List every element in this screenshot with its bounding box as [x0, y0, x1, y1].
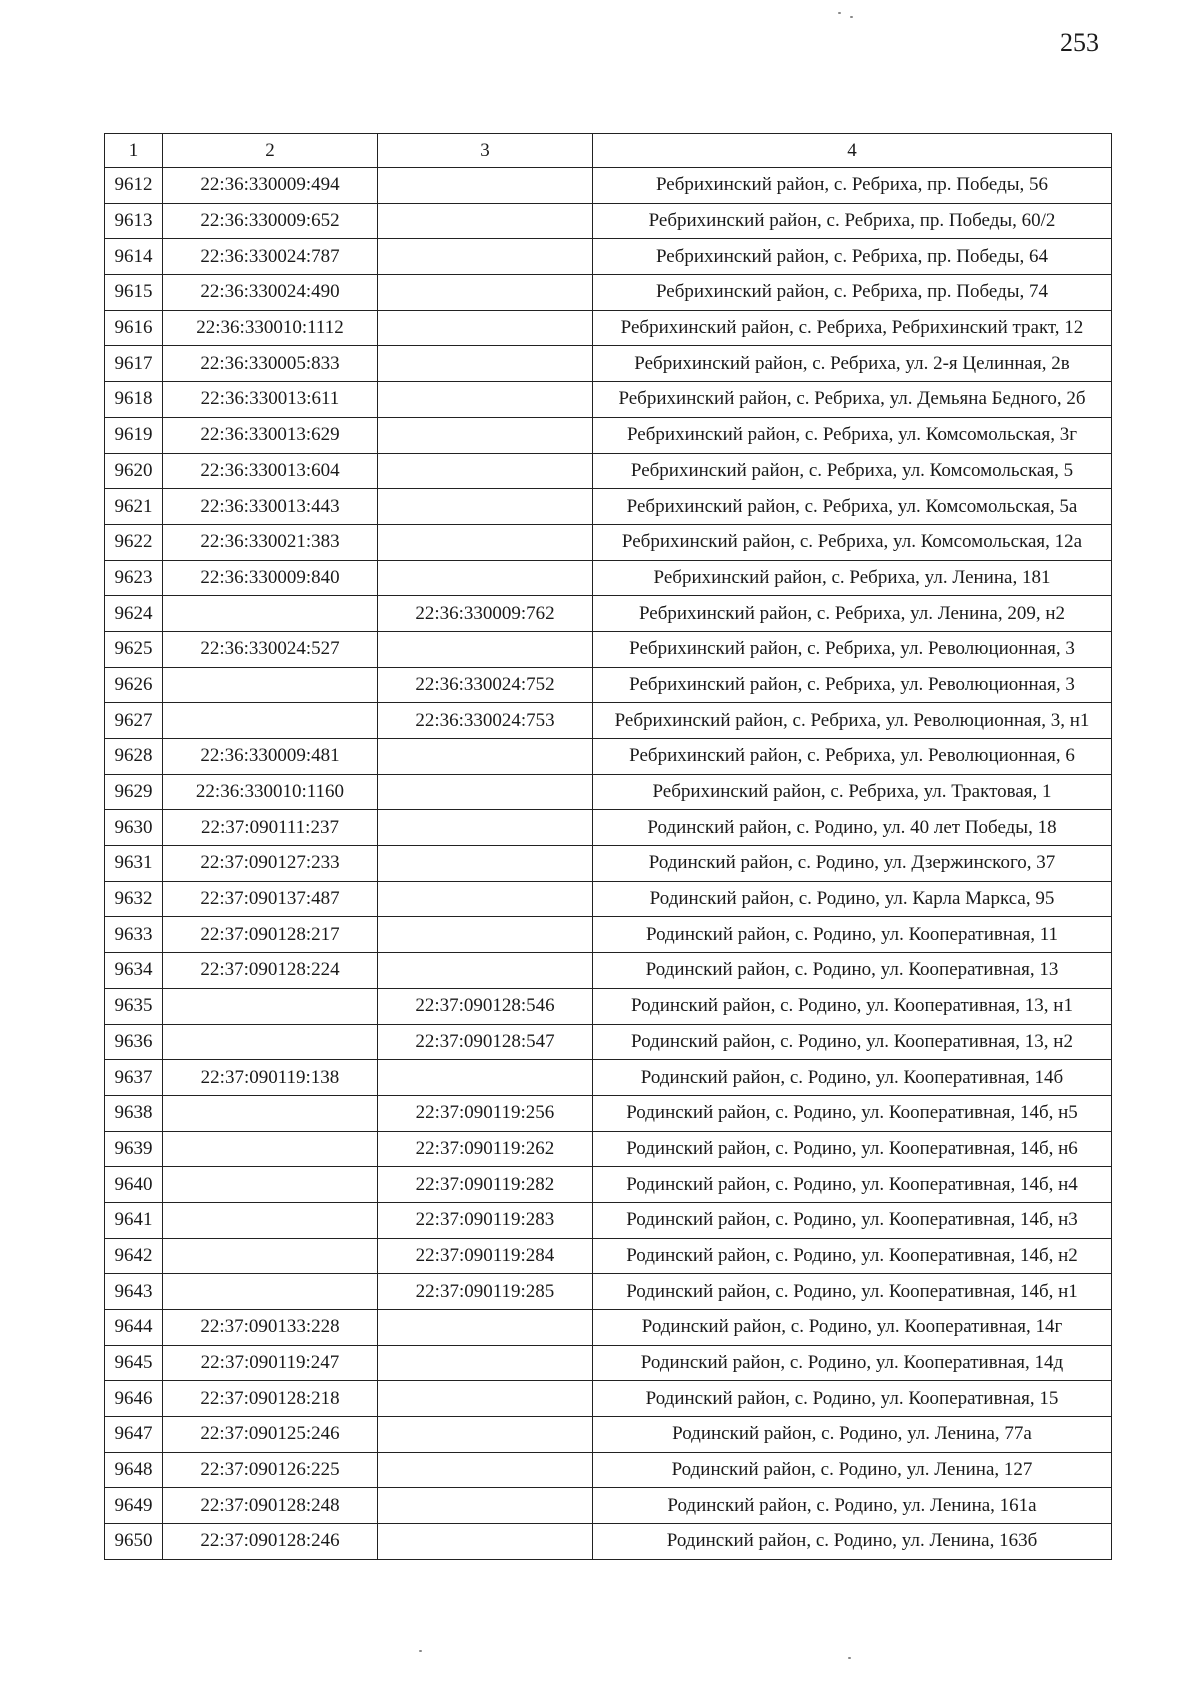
- address-cell: Ребрихинский район, с. Ребриха, ул. Комсомольская, 3г: [593, 417, 1112, 453]
- row-number-cell: 9642: [105, 1238, 163, 1274]
- cadastral-number-cell: [163, 596, 378, 632]
- table-row: [105, 382, 1112, 418]
- premises-cadastral-number-cell: [378, 168, 593, 204]
- row-number-cell: 9633: [105, 917, 163, 953]
- premises-cadastral-number-cell: [378, 739, 593, 775]
- cadastral-number-cell: 22:36:330010:1112: [163, 310, 378, 346]
- table-row: [105, 1488, 1112, 1524]
- table-row: [105, 310, 1112, 346]
- scan-speck: [850, 16, 853, 18]
- row-number-cell: 9639: [105, 1131, 163, 1167]
- column-header-1: 1: [105, 134, 163, 168]
- row-number-cell: 9637: [105, 1060, 163, 1096]
- cadastral-number-cell: 22:37:090128:224: [163, 953, 378, 989]
- address-cell: Ребрихинский район, с. Ребриха, ул. Революционная, 6: [593, 739, 1112, 775]
- cadastral-number-cell: [163, 1274, 378, 1310]
- cadastral-number-cell: [163, 703, 378, 739]
- table-row: [105, 346, 1112, 382]
- cadastral-number-cell: 22:36:330013:611: [163, 382, 378, 418]
- address-cell: Ребрихинский район, с. Ребриха, ул. Ленина, 209, н2: [593, 596, 1112, 632]
- address-cell: Ребрихинский район, с. Ребриха, ул. Революционная, 3: [593, 631, 1112, 667]
- premises-cadastral-number-cell: [378, 310, 593, 346]
- row-number-cell: 9623: [105, 560, 163, 596]
- cadastral-number-cell: 22:36:330010:1160: [163, 774, 378, 810]
- address-cell: Ребрихинский район, с. Ребриха, ул. Демьяна Бедного, 2б: [593, 382, 1112, 418]
- premises-cadastral-number-cell: [378, 382, 593, 418]
- address-cell: Ребрихинский район, с. Ребриха, ул. Комсомольская, 12а: [593, 524, 1112, 560]
- premises-cadastral-number-cell: [378, 524, 593, 560]
- table-row: [105, 453, 1112, 489]
- table-row: [105, 1452, 1112, 1488]
- cadastral-number-cell: 22:36:330013:604: [163, 453, 378, 489]
- table-row: [105, 524, 1112, 560]
- row-number-cell: 9622: [105, 524, 163, 560]
- row-number-cell: 9632: [105, 881, 163, 917]
- table-row: [105, 774, 1112, 810]
- table-row: [105, 810, 1112, 846]
- row-number-cell: 9626: [105, 667, 163, 703]
- row-number-cell: 9620: [105, 453, 163, 489]
- row-number-cell: 9616: [105, 310, 163, 346]
- cadastral-number-cell: 22:37:090119:247: [163, 1345, 378, 1381]
- premises-cadastral-number-cell: 22:37:090119:262: [378, 1131, 593, 1167]
- cadastral-number-cell: 22:36:330013:443: [163, 489, 378, 525]
- cadastral-number-cell: [163, 667, 378, 703]
- row-number-cell: 9621: [105, 489, 163, 525]
- row-number-cell: 9650: [105, 1524, 163, 1560]
- cadastral-number-cell: 22:37:090119:138: [163, 1060, 378, 1096]
- row-number-cell: 9643: [105, 1274, 163, 1310]
- premises-cadastral-number-cell: [378, 1417, 593, 1453]
- premises-cadastral-number-cell: [378, 774, 593, 810]
- table-row: [105, 417, 1112, 453]
- address-cell: Родинский район, с. Родино, ул. Кооперативная, 14б, н6: [593, 1131, 1112, 1167]
- column-header-2: 2: [163, 134, 378, 168]
- table-row: [105, 1238, 1112, 1274]
- address-cell: Ребрихинский район, с. Ребриха, ул. Революционная, 3: [593, 667, 1112, 703]
- table-row: [105, 667, 1112, 703]
- address-cell: Родинский район, с. Родино, ул. Ленина, 127: [593, 1452, 1112, 1488]
- cadastral-number-cell: 22:36:330009:840: [163, 560, 378, 596]
- page-number: 253: [1060, 28, 1099, 57]
- premises-cadastral-number-cell: [378, 1310, 593, 1346]
- premises-cadastral-number-cell: [378, 846, 593, 882]
- cadastral-number-cell: 22:37:090128:218: [163, 1381, 378, 1417]
- address-cell: Родинский район, с. Родино, ул. Кооперативная, 14б, н5: [593, 1095, 1112, 1131]
- premises-cadastral-number-cell: [378, 489, 593, 525]
- row-number-cell: 9619: [105, 417, 163, 453]
- cadastral-number-cell: 22:36:330024:490: [163, 275, 378, 311]
- cadastral-number-cell: 22:36:330024:787: [163, 239, 378, 275]
- row-number-cell: 9627: [105, 703, 163, 739]
- row-number-cell: 9636: [105, 1024, 163, 1060]
- address-cell: Ребрихинский район, с. Ребриха, ул. Комсомольская, 5: [593, 453, 1112, 489]
- table-row: [105, 1381, 1112, 1417]
- address-cell: Родинский район, с. Родино, ул. Ленина, 161а: [593, 1488, 1112, 1524]
- premises-cadastral-number-cell: 22:37:090119:284: [378, 1238, 593, 1274]
- row-number-cell: 9624: [105, 596, 163, 632]
- table-row: [105, 1095, 1112, 1131]
- address-cell: Родинский район, с. Родино, ул. Кооперативная, 14б, н3: [593, 1202, 1112, 1238]
- address-cell: Родинский район, с. Родино, ул. Кооперативная, 15: [593, 1381, 1112, 1417]
- address-cell: Ребрихинский район, с. Ребриха, пр. Победы, 64: [593, 239, 1112, 275]
- address-cell: Родинский район, с. Родино, ул. Кооперативная, 14б, н4: [593, 1167, 1112, 1203]
- table-row: [105, 917, 1112, 953]
- column-header-4: 4: [593, 134, 1112, 168]
- table-row: [105, 1131, 1112, 1167]
- premises-cadastral-number-cell: [378, 1524, 593, 1560]
- table-row: [105, 1024, 1112, 1060]
- cadastral-number-cell: 22:37:090111:237: [163, 810, 378, 846]
- address-cell: Родинский район, с. Родино, ул. 40 лет Победы, 18: [593, 810, 1112, 846]
- address-cell: Родинский район, с. Родино, ул. Кооперативная, 13, н2: [593, 1024, 1112, 1060]
- premises-cadastral-number-cell: [378, 631, 593, 667]
- address-cell: Родинский район, с. Родино, ул. Кооперативная, 13, н1: [593, 988, 1112, 1024]
- premises-cadastral-number-cell: [378, 1488, 593, 1524]
- address-cell: Ребрихинский район, с. Ребриха, пр. Победы, 60/2: [593, 203, 1112, 239]
- address-cell: Родинский район, с. Родино, ул. Кооперативная, 13: [593, 953, 1112, 989]
- premises-cadastral-number-cell: [378, 203, 593, 239]
- cadastral-number-cell: [163, 1131, 378, 1167]
- premises-cadastral-number-cell: [378, 917, 593, 953]
- cadastral-number-cell: 22:36:330024:527: [163, 631, 378, 667]
- table-row: [105, 560, 1112, 596]
- row-number-cell: 9644: [105, 1310, 163, 1346]
- address-cell: Родинский район, с. Родино, ул. Кооперативная, 14д: [593, 1345, 1112, 1381]
- table-row: [105, 1417, 1112, 1453]
- row-number-cell: 9625: [105, 631, 163, 667]
- table-body: [105, 168, 1112, 1560]
- cadastral-number-cell: 22:37:090126:225: [163, 1452, 378, 1488]
- premises-cadastral-number-cell: [378, 810, 593, 846]
- address-cell: Родинский район, с. Родино, ул. Дзержинского, 37: [593, 846, 1112, 882]
- table-row: [105, 1167, 1112, 1203]
- row-number-cell: 9646: [105, 1381, 163, 1417]
- address-cell: Родинский район, с. Родино, ул. Кооперативная, 14г: [593, 1310, 1112, 1346]
- premises-cadastral-number-cell: [378, 453, 593, 489]
- address-cell: Родинский район, с. Родино, ул. Ленина, 77а: [593, 1417, 1112, 1453]
- address-cell: Родинский район, с. Родино, ул. Кооперативная, 11: [593, 917, 1112, 953]
- table-row: [105, 881, 1112, 917]
- row-number-cell: 9638: [105, 1095, 163, 1131]
- address-cell: Ребрихинский район, с. Ребриха, ул. Революционная, 3, н1: [593, 703, 1112, 739]
- address-cell: Ребрихинский район, с. Ребриха, пр. Победы, 74: [593, 275, 1112, 311]
- cadastral-number-cell: [163, 1238, 378, 1274]
- row-number-cell: 9631: [105, 846, 163, 882]
- table-row: [105, 846, 1112, 882]
- table-row: [105, 988, 1112, 1024]
- cadastral-number-cell: 22:36:330009:652: [163, 203, 378, 239]
- table-row: [105, 631, 1112, 667]
- premises-cadastral-number-cell: 22:37:090119:283: [378, 1202, 593, 1238]
- table-row: [105, 596, 1112, 632]
- premises-cadastral-number-cell: 22:36:330024:752: [378, 667, 593, 703]
- cadastral-number-cell: 22:36:330013:629: [163, 417, 378, 453]
- registry-table: [104, 133, 1112, 1560]
- address-cell: Ребрихинский район, с. Ребриха, ул. Ленина, 181: [593, 560, 1112, 596]
- premises-cadastral-number-cell: [378, 1345, 593, 1381]
- table-row: [105, 703, 1112, 739]
- cadastral-number-cell: 22:36:330021:383: [163, 524, 378, 560]
- address-cell: Ребрихинский район, с. Ребриха, ул. 2-я Целинная, 2в: [593, 346, 1112, 382]
- premises-cadastral-number-cell: [378, 417, 593, 453]
- premises-cadastral-number-cell: 22:37:090128:546: [378, 988, 593, 1024]
- row-number-cell: 9613: [105, 203, 163, 239]
- address-cell: Родинский район, с. Родино, ул. Карла Маркса, 95: [593, 881, 1112, 917]
- premises-cadastral-number-cell: 22:37:090119:285: [378, 1274, 593, 1310]
- premises-cadastral-number-cell: [378, 1381, 593, 1417]
- scan-speck: [848, 1657, 851, 1659]
- premises-cadastral-number-cell: 22:37:090119:282: [378, 1167, 593, 1203]
- cadastral-number-cell: [163, 1095, 378, 1131]
- cadastral-number-cell: 22:37:090133:228: [163, 1310, 378, 1346]
- premises-cadastral-number-cell: [378, 560, 593, 596]
- table-row: [105, 953, 1112, 989]
- cadastral-number-cell: [163, 1167, 378, 1203]
- table-row: [105, 239, 1112, 275]
- scan-speck: [838, 12, 841, 14]
- row-number-cell: 9640: [105, 1167, 163, 1203]
- table-row: [105, 739, 1112, 775]
- row-number-cell: 9649: [105, 1488, 163, 1524]
- address-cell: Родинский район, с. Родино, ул. Кооперативная, 14б: [593, 1060, 1112, 1096]
- premises-cadastral-number-cell: [378, 881, 593, 917]
- premises-cadastral-number-cell: [378, 275, 593, 311]
- row-number-cell: 9618: [105, 382, 163, 418]
- premises-cadastral-number-cell: [378, 346, 593, 382]
- row-number-cell: 9629: [105, 774, 163, 810]
- premises-cadastral-number-cell: 22:36:330024:753: [378, 703, 593, 739]
- row-number-cell: 9634: [105, 953, 163, 989]
- cadastral-number-cell: 22:37:090127:233: [163, 846, 378, 882]
- row-number-cell: 9615: [105, 275, 163, 311]
- row-number-cell: 9628: [105, 739, 163, 775]
- table-row: [105, 1060, 1112, 1096]
- cadastral-number-cell: 22:37:090128:217: [163, 917, 378, 953]
- cadastral-number-cell: 22:36:330009:494: [163, 168, 378, 204]
- row-number-cell: 9648: [105, 1452, 163, 1488]
- cadastral-number-cell: [163, 988, 378, 1024]
- premises-cadastral-number-cell: [378, 953, 593, 989]
- table-row: [105, 1310, 1112, 1346]
- premises-cadastral-number-cell: 22:37:090128:547: [378, 1024, 593, 1060]
- premises-cadastral-number-cell: 22:37:090119:256: [378, 1095, 593, 1131]
- address-cell: Ребрихинский район, с. Ребриха, ул. Трактовая, 1: [593, 774, 1112, 810]
- cadastral-number-cell: 22:37:090128:246: [163, 1524, 378, 1560]
- row-number-cell: 9647: [105, 1417, 163, 1453]
- address-cell: Родинский район, с. Родино, ул. Кооперативная, 14б, н2: [593, 1238, 1112, 1274]
- cadastral-number-cell: 22:36:330005:833: [163, 346, 378, 382]
- cadastral-number-cell: 22:37:090137:487: [163, 881, 378, 917]
- table-row: [105, 203, 1112, 239]
- table-row: [105, 168, 1112, 204]
- address-cell: Родинский район, с. Родино, ул. Кооперативная, 14б, н1: [593, 1274, 1112, 1310]
- row-number-cell: 9612: [105, 168, 163, 204]
- address-cell: Ребрихинский район, с. Ребриха, Ребрихинский тракт, 12: [593, 310, 1112, 346]
- address-cell: Ребрихинский район, с. Ребриха, ул. Комсомольская, 5а: [593, 489, 1112, 525]
- premises-cadastral-number-cell: [378, 239, 593, 275]
- column-header-3: 3: [378, 134, 593, 168]
- table-header-row: [105, 134, 1112, 168]
- premises-cadastral-number-cell: [378, 1452, 593, 1488]
- row-number-cell: 9630: [105, 810, 163, 846]
- row-number-cell: 9635: [105, 988, 163, 1024]
- address-cell: Ребрихинский район, с. Ребриха, пр. Победы, 56: [593, 168, 1112, 204]
- cadastral-number-cell: 22:37:090125:246: [163, 1417, 378, 1453]
- premises-cadastral-number-cell: 22:36:330009:762: [378, 596, 593, 632]
- table-row: [105, 275, 1112, 311]
- cadastral-number-cell: 22:37:090128:248: [163, 1488, 378, 1524]
- cadastral-number-cell: [163, 1202, 378, 1238]
- table-row: [105, 489, 1112, 525]
- cadastral-number-cell: 22:36:330009:481: [163, 739, 378, 775]
- table-row: [105, 1524, 1112, 1560]
- premises-cadastral-number-cell: [378, 1060, 593, 1096]
- table-row: [105, 1345, 1112, 1381]
- table-row: [105, 1274, 1112, 1310]
- table-row: [105, 1202, 1112, 1238]
- row-number-cell: 9617: [105, 346, 163, 382]
- cadastral-number-cell: [163, 1024, 378, 1060]
- row-number-cell: 9641: [105, 1202, 163, 1238]
- address-cell: Родинский район, с. Родино, ул. Ленина, 163б: [593, 1524, 1112, 1560]
- row-number-cell: 9614: [105, 239, 163, 275]
- scan-speck: [419, 1650, 422, 1652]
- row-number-cell: 9645: [105, 1345, 163, 1381]
